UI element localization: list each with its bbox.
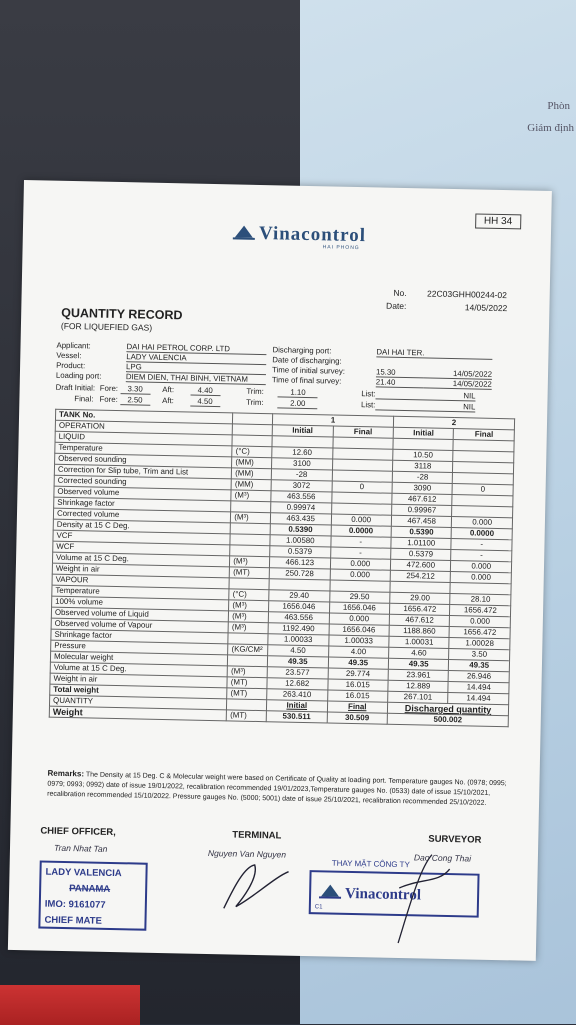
product-value: LPG	[126, 362, 266, 375]
row-value: 49.35	[449, 660, 510, 672]
stamp-scale-icon	[319, 884, 341, 898]
row-value: 1188.860	[389, 625, 450, 637]
row-label: Density at 15 C Deg.	[53, 519, 230, 534]
row-label: Correction for Slip tube, Trim and List	[54, 464, 231, 479]
remarks-label: Remarks:	[47, 768, 85, 779]
row-value: 14.494	[448, 682, 509, 694]
row-value: 12.60	[272, 447, 333, 459]
quantity-label: QUANTITY	[49, 695, 226, 710]
row-value: 1.01100	[391, 537, 452, 549]
reference-box: HH 34	[475, 213, 522, 229]
row-value: 0.5390	[270, 524, 331, 536]
terminal-label: TERMINAL	[232, 829, 282, 842]
row-unit	[230, 523, 270, 535]
vessel-label: Vessel:	[56, 350, 82, 361]
row-value: 23.961	[388, 669, 449, 681]
initial-fore: 3.30	[120, 384, 150, 395]
row-value: 0.000	[451, 572, 512, 584]
row-value: 29.774	[328, 668, 389, 680]
quantity-table	[49, 409, 515, 728]
header-unit-cell	[233, 413, 273, 425]
discharged-quantity-header: Discharged quantity	[387, 702, 508, 716]
row-value: 1656.046	[269, 601, 330, 613]
row-unit	[232, 435, 272, 447]
stamp-imo: IMO: 9161077	[44, 898, 106, 911]
row-value: 263.410	[267, 689, 328, 701]
row-value: 0.000	[331, 514, 392, 526]
row-unit	[230, 545, 270, 557]
record-date-row	[356, 300, 507, 313]
background-paper-text	[527, 95, 576, 139]
row-value: 1192.490	[268, 623, 329, 635]
row-unit: (M³)	[231, 490, 271, 502]
final-fore: 2.50	[120, 395, 150, 406]
row-label: Volume at 15 C Deg.	[52, 552, 229, 567]
row-value: 0.99967	[392, 504, 453, 516]
row-value: -	[330, 547, 391, 559]
date-discharging-label: Date of discharging:	[272, 355, 342, 366]
fore-label: Fore:	[99, 394, 118, 405]
row-label: Observed volume	[54, 486, 231, 501]
final-aft: 4.50	[190, 397, 220, 408]
row-label: Temperature	[52, 585, 229, 600]
row-unit: (°C)	[229, 589, 269, 601]
row-value: 4.00	[328, 646, 389, 658]
row-value: 472.600	[390, 559, 451, 571]
row-value: 16.015	[327, 690, 388, 702]
row-value: 463.556	[271, 491, 332, 503]
company-name: Vinacontrol	[258, 222, 367, 247]
surveyor-name: Dao Cong Thai	[413, 852, 472, 864]
row-unit: (M³)	[231, 512, 271, 524]
row-value: 1.00580	[270, 535, 331, 547]
row-unit: (M³)	[228, 622, 268, 634]
row-value: 4.50	[268, 645, 329, 657]
row-value: 463.556	[268, 612, 329, 624]
trim-label: Trim:	[246, 397, 264, 408]
row-value: 0.5379	[391, 548, 452, 560]
date-label: Date:	[386, 300, 407, 312]
row-label: Pressure	[51, 640, 228, 655]
row-label: Temperature	[55, 442, 232, 457]
draft-final-label: Final:	[74, 394, 94, 404]
applicant-label: Applicant:	[56, 340, 91, 351]
time-final-label: Time of final survey:	[271, 375, 342, 386]
tank-2-final-header: Final	[454, 429, 515, 441]
on-behalf-text: THAY MẶT CÔNG TY	[331, 858, 410, 870]
row-unit: (MT)	[227, 688, 267, 700]
row-value: -	[451, 539, 512, 551]
row-value: 467.612	[389, 614, 450, 626]
row-unit: (MT)	[229, 567, 269, 579]
row-unit: (MM)	[231, 479, 271, 491]
row-value: 0.000	[330, 558, 391, 570]
row-value: 3072	[271, 480, 332, 492]
row-label: Total weight	[50, 684, 227, 699]
scale-logo-icon	[233, 225, 255, 239]
row-unit	[228, 655, 268, 667]
record-date: 14/05/2022	[464, 302, 508, 314]
row-unit: (MM)	[232, 468, 272, 480]
row-value: 463.435	[270, 513, 331, 525]
product-label: Product:	[56, 360, 86, 371]
row-value: 49.35	[267, 656, 328, 668]
row-value: -28	[271, 469, 332, 481]
row-value: 0.0000	[452, 528, 513, 540]
row-value: 1656.472	[389, 603, 450, 615]
remarks-block	[47, 769, 516, 810]
row-value: 4.60	[389, 647, 450, 659]
company-branch: HAI PHONG	[322, 244, 360, 252]
row-value: 1656.472	[449, 627, 510, 639]
header-unit-cell	[232, 424, 272, 436]
row-value: 467.612	[392, 493, 453, 505]
stamp-company: Vinacontrol	[344, 885, 422, 904]
row-label: Shrinkage factor	[51, 629, 228, 644]
weight-label: Weight	[49, 706, 226, 721]
row-value: 12.889	[388, 680, 449, 692]
remarks-text: The Density at 15 Deg. C & Molecular weight were based on Certificate of Quality at loading port. Temperature gauges No. (0978; 0995; 0979; 0993; 0992) date of issue 19/01/2022, recalibration recommended 19/01/2023,Temperature gauges No. (0533) date of issue 15/10/2021, recalibration recommended 15/10/2022. Pressure gauges No. (5000; 5001) date of issue 25/10/2021, recalibration recommended 25/10/2022.	[47, 771, 507, 807]
row-value: 1656.472	[450, 605, 511, 617]
row-unit: (M³)	[229, 600, 269, 612]
no-label: No.	[393, 287, 407, 299]
list-label: List:	[360, 400, 376, 410]
aft-label: Aft:	[162, 384, 175, 395]
row-label: Shrinkage factor	[54, 497, 231, 512]
row-unit	[228, 633, 268, 645]
vessel-value: LADY VALENCIA	[126, 352, 266, 365]
page-title: QUANTITY RECORD	[61, 305, 183, 323]
stamp-vessel-name: LADY VALENCIA	[45, 866, 122, 880]
row-unit: (MM)	[232, 457, 272, 469]
weight-discharged: 500.002	[387, 713, 508, 727]
row-label: Observed volume of Liquid	[51, 607, 228, 622]
operation-label: OPERATION	[55, 420, 232, 435]
tank-2-initial-header: Initial	[393, 427, 454, 439]
row-value: 29.00	[390, 592, 451, 604]
row-value: 0.5379	[270, 546, 331, 558]
vinacontrol-logo	[233, 222, 366, 247]
row-value: 14.494	[448, 692, 509, 704]
row-unit: (MT)	[227, 677, 267, 689]
row-value: -	[451, 550, 512, 562]
tank-1-final-header: Final	[333, 426, 394, 438]
row-value: 10.50	[393, 449, 454, 461]
initial-trim: 1.10	[278, 387, 318, 398]
row-value: 3090	[392, 482, 453, 494]
applicant-value: DAI HAI PETROL CORP. LTD	[126, 342, 266, 355]
time-final-value: 21.40	[376, 377, 424, 388]
stamp-flag: PANAMA	[69, 883, 111, 895]
list-final-row	[319, 399, 475, 412]
discharging-port-label: Discharging port:	[272, 345, 332, 356]
row-unit	[229, 578, 269, 590]
trim-label: Trim:	[246, 386, 264, 397]
row-value: 0.000	[452, 517, 513, 529]
row-value: 3118	[392, 460, 453, 472]
initial-underlined: Initial	[266, 700, 327, 712]
record-number: 22C03GHH00244-02	[426, 288, 508, 301]
row-unit: (KG/CM²	[228, 644, 268, 656]
weight-unit: (MT)	[226, 710, 266, 722]
row-value: 1.00033	[328, 635, 389, 647]
row-label: Weight in air	[52, 563, 229, 578]
row-value: 0.000	[330, 569, 391, 581]
row-label: Weight in air	[50, 673, 227, 688]
row-value: 29.40	[269, 590, 330, 602]
row-value: 1.00031	[389, 636, 450, 648]
row-label: WCF	[53, 541, 230, 556]
time-final-date: 14/05/2022	[424, 378, 492, 389]
weight-initial: 530.511	[266, 711, 327, 723]
vessel-stamp	[38, 860, 147, 930]
row-unit: (M³)	[230, 556, 270, 568]
row-value: 467.458	[391, 515, 452, 527]
stamp-code: C1	[314, 904, 323, 911]
surveyor-signature	[368, 847, 460, 949]
row-label: LIQUID	[55, 431, 232, 446]
row-unit: (°C)	[232, 446, 272, 458]
row-label: Corrected sounding	[54, 475, 231, 490]
list-label: List:	[361, 389, 376, 399]
row-label: Corrected volume	[53, 508, 230, 523]
row-value: 466.123	[269, 557, 330, 569]
list-initial: NIL	[375, 389, 475, 401]
quantity-record-document	[8, 180, 552, 961]
fore-label: Fore:	[99, 383, 119, 394]
row-value: 250.728	[269, 568, 330, 580]
row-value: 3.50	[449, 649, 510, 661]
background-note-2: Giám định	[527, 122, 574, 134]
row-value: -28	[392, 471, 453, 483]
row-label: Volume at 15 C Deg.	[50, 662, 227, 677]
quantity-unit-cell	[227, 699, 267, 711]
row-value: 0.000	[450, 616, 511, 628]
row-value: 26.946	[449, 671, 510, 683]
row-label: Observed sounding	[55, 453, 232, 468]
row-unit: (M³)	[229, 611, 269, 623]
row-value: 1.00033	[268, 634, 329, 646]
row-value: 12.682	[267, 678, 328, 690]
tank-1-header: 1	[272, 414, 393, 428]
row-unit	[231, 501, 271, 513]
row-label: 100% volume	[52, 596, 229, 611]
row-label: VCF	[53, 530, 230, 545]
row-value: 0.000	[329, 613, 390, 625]
chief-officer-label: CHIEF OFFICER,	[40, 825, 116, 839]
discharging-port-value: DAI HAI TER.	[376, 347, 492, 359]
surveyor-label: SURVEYOR	[428, 833, 482, 846]
row-value: 267.101	[388, 691, 449, 703]
row-value: 0.5390	[391, 526, 452, 538]
aft-label: Aft:	[162, 395, 174, 406]
row-value: 0.99974	[271, 502, 332, 514]
background-note-1: Phòn	[547, 100, 570, 112]
page-subtitle: (FOR LIQUEFIED GAS)	[60, 320, 153, 333]
row-value: -	[330, 536, 391, 548]
terminal-name: Nguyen Van Nguyen	[207, 848, 287, 860]
tank-no-label: TANK No.	[55, 409, 232, 424]
row-value: 1.00028	[449, 638, 510, 650]
row-value: 254.212	[390, 570, 451, 582]
time-initial-label: Time of initial survey:	[271, 365, 346, 376]
draft-initial-label: Draft Initial:	[55, 382, 96, 393]
row-label: Molecular weight	[50, 651, 227, 666]
chief-officer-name: Tran Nhat Tan	[53, 842, 108, 854]
time-initial-date: 14/05/2022	[424, 368, 492, 379]
row-value: 3100	[272, 458, 333, 470]
row-value: 23.577	[267, 667, 328, 679]
record-number-row	[357, 287, 507, 300]
row-label: Observed volume of Vapour	[51, 618, 228, 633]
row-value: 29.50	[329, 591, 390, 603]
row-unit: (M³)	[227, 666, 267, 678]
weight-final: 30.509	[327, 712, 388, 724]
row-value: 1656.046	[329, 624, 390, 636]
stamp-rank: CHIEF MATE	[44, 914, 102, 927]
row-value: 28.10	[450, 594, 511, 606]
row-value: 0.0000	[331, 525, 392, 537]
row-value: 49.35	[328, 657, 389, 669]
loading-port-value: DIEM DIEN, THAI BINH, VIETNAM	[126, 372, 266, 385]
row-value: 1656.046	[329, 602, 390, 614]
final-trim: 2.00	[278, 398, 318, 409]
time-initial-value: 15.30	[376, 367, 424, 378]
tank-2-header: 2	[393, 416, 514, 430]
list-final: NIL	[375, 400, 475, 412]
terminal-signature	[214, 856, 295, 918]
row-value: 0	[332, 481, 393, 493]
row-value: 16.015	[327, 679, 388, 691]
initial-aft: 4.40	[190, 386, 220, 397]
final-underlined: Final	[327, 701, 388, 713]
loading-port-label: Loading port:	[55, 370, 102, 381]
tank-1-initial-header: Initial	[272, 425, 333, 437]
row-value: 49.35	[388, 658, 449, 670]
row-value: 0.000	[451, 561, 512, 573]
row-label: VAPOUR	[52, 574, 229, 589]
red-booklet-edge	[0, 985, 140, 1025]
row-value: 0	[452, 484, 513, 496]
row-unit	[230, 534, 270, 546]
